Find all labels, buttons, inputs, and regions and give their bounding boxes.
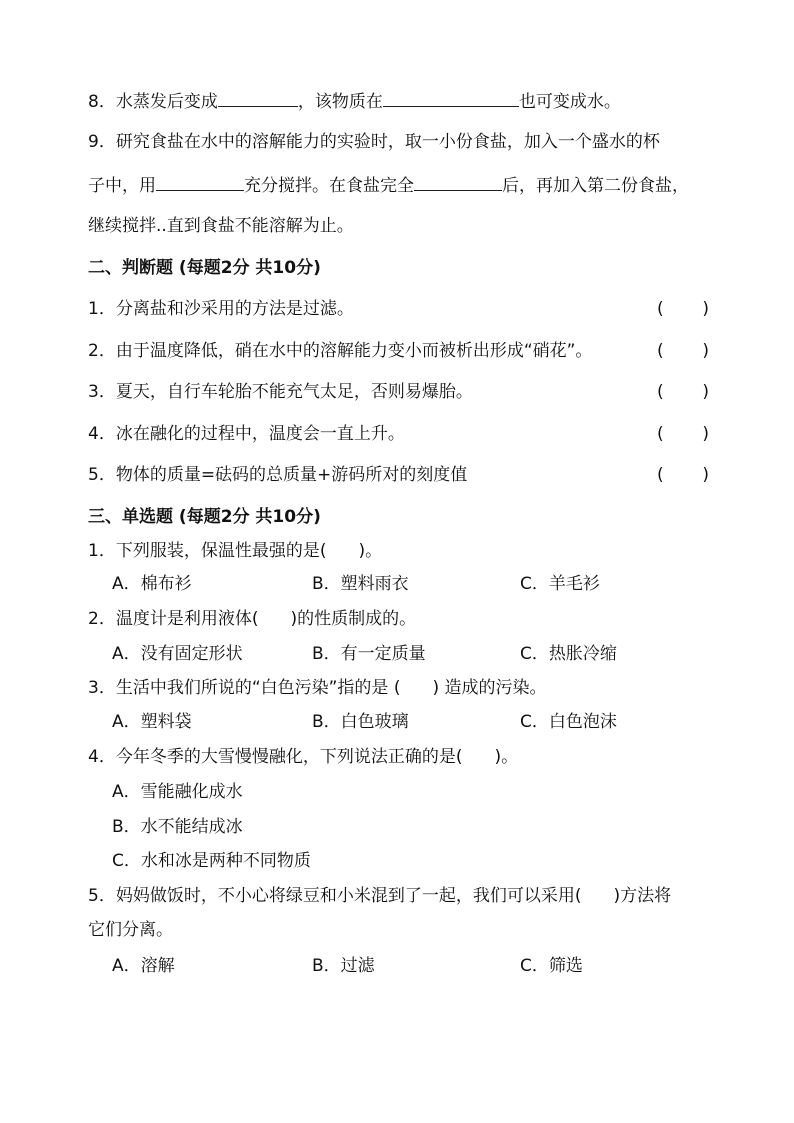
choice-q3-option-c[interactable]: C．白色泡沫 [520, 712, 617, 732]
choice-q4-stem-a: 4．今年冬季的大雪慢慢融化，下列说法正确的是( [88, 747, 463, 767]
q8-text-b: ，该物质在 [297, 92, 383, 112]
choice-q1-option-c[interactable]: C．羊毛衫 [520, 574, 600, 594]
choice-q1-stem-b: )。 [358, 541, 383, 561]
q8-blank-1[interactable] [218, 88, 298, 107]
choice-q2-stem-a: 2．温度计是利用液体( [88, 609, 259, 629]
choice-q5-option-b[interactable]: B．过滤 [312, 956, 375, 976]
choice-q1-option-b[interactable]: B．塑料雨衣 [312, 574, 409, 594]
choice-question-3 [88, 676, 734, 700]
choice-question-2 [88, 607, 734, 631]
judge-answer-5[interactable] [657, 463, 709, 487]
paren-close: ) [702, 424, 709, 444]
paren-close: ) [702, 299, 709, 319]
choice-q5-stem-b: )方法将 [613, 886, 672, 906]
choice-q3-stem-a: 3．生活中我们所说的“白色污染”指的是 ( [88, 678, 401, 698]
q9-blank-1[interactable] [156, 172, 244, 191]
choice-q2-option-c[interactable]: C．热胀冷缩 [520, 644, 617, 664]
q8-text-c: 也可变成水。 [518, 92, 621, 112]
judge-item-3 [88, 380, 734, 404]
q8-text-a2: 水蒸发后变成 [115, 92, 218, 112]
paren-close: ) [702, 382, 709, 402]
judge-answer-1[interactable] [657, 297, 709, 321]
judge-item-text: 4．冰在融化的过程中，温度会一直上升。 [88, 424, 405, 444]
q9-line-1: 9．研究食盐在水中的溶解能力的实验时，取一小份食盐，加入一个盛水的杯 [88, 132, 660, 152]
judge-answer-3[interactable] [657, 380, 709, 404]
choice-q5-stem-a: 5．妈妈做饭时，不小心将绿豆和小米混到了一起，我们可以采用( [88, 886, 582, 906]
q9-blank-2[interactable] [414, 172, 502, 191]
choice-q3-option-b[interactable]: B．白色玻璃 [312, 712, 409, 732]
fill-question-8 [88, 88, 734, 114]
choice-q2-option-a[interactable]: A．没有固定形状 [112, 644, 243, 664]
choice-q2-option-b[interactable]: B．有一定质量 [312, 644, 426, 664]
q9-text-c: 后，再加入第二份食盐， [502, 176, 689, 196]
judge-heading: 二、判断题 (每题2分 共10分) [88, 258, 321, 278]
choice-q4-option-c[interactable]: C．水和冰是两种不同物质 [112, 851, 311, 871]
paren-close: ) [702, 341, 709, 361]
q9-line-3: 继续搅拌..直到食盐不能溶解为止。 [88, 216, 354, 236]
paren-open: ( [657, 341, 664, 361]
q9-line-2 [88, 172, 734, 198]
choice-q1-option-a[interactable]: A．棉布衫 [112, 574, 192, 594]
choice-q4-option-b[interactable]: B．水不能结成冰 [112, 817, 243, 837]
choice-q4-stem-b: )。 [494, 747, 519, 767]
paren-close: ) [702, 465, 709, 485]
choice-question-4 [88, 745, 734, 769]
choice-q5-option-a[interactable]: A．溶解 [112, 956, 175, 976]
q8-blank-2[interactable] [383, 88, 519, 107]
judge-answer-4[interactable] [657, 422, 709, 446]
paren-open: ( [657, 424, 664, 444]
judge-item-text: 1．分离盐和沙采用的方法是过滤。 [88, 299, 354, 319]
judge-item-text: 2．由于温度降低，硝在水中的溶解能力变小而被析出形成“硝花”。 [88, 341, 593, 361]
choice-q4-option-a[interactable]: A．雪能融化成水 [112, 782, 243, 802]
judge-item-1 [88, 297, 734, 321]
paren-open: ( [657, 299, 664, 319]
choice-question-5 [88, 884, 734, 908]
choice-q1-stem-a: 1．下列服装，保温性最强的是( [88, 541, 327, 561]
choice-q2-stem-b: )的性质制成的。 [290, 609, 417, 629]
judge-item-2 [88, 339, 734, 363]
q9-text-b: 充分搅拌。在食盐完全 [244, 176, 414, 196]
choice-q3-stem-b: ) 造成的污染。 [432, 678, 547, 698]
paren-open: ( [657, 382, 664, 402]
paren-open: ( [657, 465, 664, 485]
judge-item-4 [88, 422, 734, 446]
choice-question-1 [88, 539, 734, 563]
choice-heading: 三、单选题 (每题2分 共10分) [88, 507, 321, 527]
judge-item-5 [88, 463, 734, 487]
q8-text-a: 8． [88, 92, 116, 112]
choice-q3-option-a[interactable]: A．塑料袋 [112, 712, 192, 732]
q9-text-a: 子中，用 [88, 176, 156, 196]
judge-item-text: 5．物体的质量=砝码的总质量+游码所对的刻度值 [88, 465, 468, 485]
choice-q5-option-c[interactable]: C．筛选 [520, 956, 583, 976]
judge-item-text: 3．夏天，自行车轮胎不能充气太足，否则易爆胎。 [88, 382, 473, 402]
choice-q5-line-2: 它们分离。 [88, 920, 173, 940]
judge-answer-2[interactable] [657, 339, 709, 363]
